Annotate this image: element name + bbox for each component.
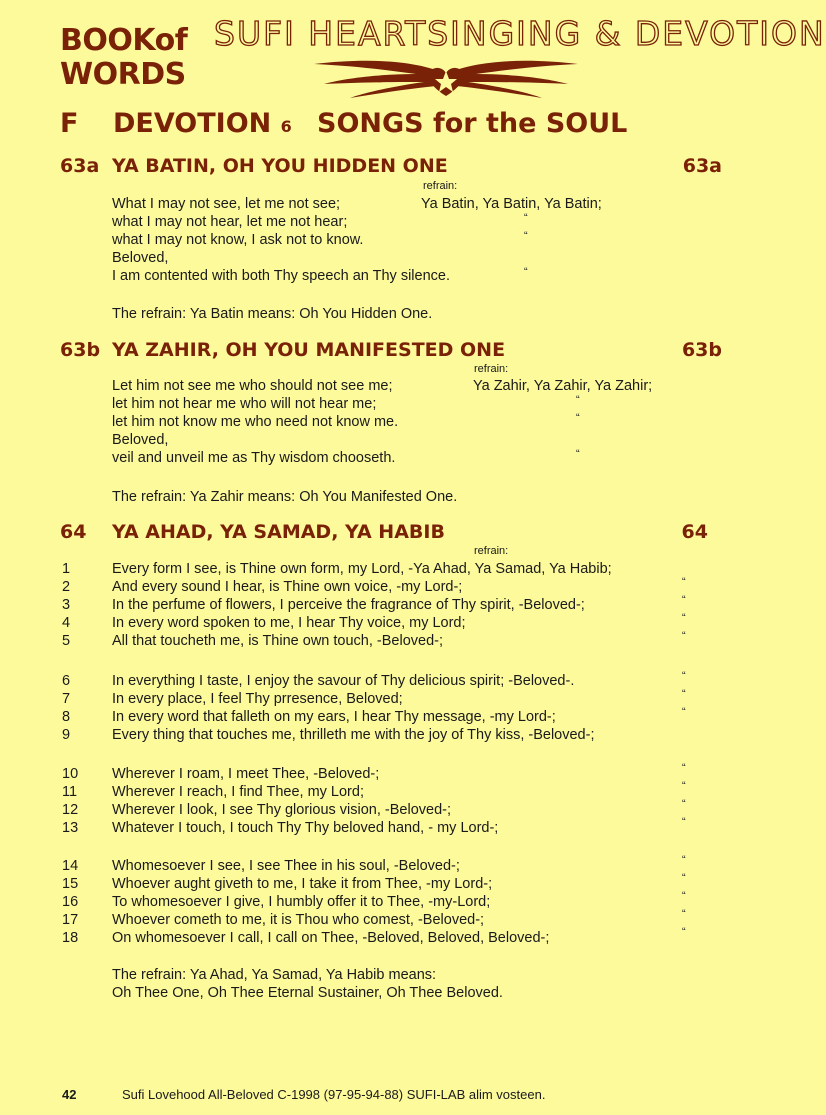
ditto-mark: “ <box>682 890 686 902</box>
section-subtitle: SONGS for the SOUL <box>317 108 628 139</box>
ditto-mark: “ <box>682 908 686 920</box>
song-63b-heading <box>60 339 722 365</box>
ditto-mark: “ <box>682 872 686 884</box>
ditto-mark: “ <box>524 230 528 242</box>
verse-line: In every word that falleth on my ears, I hear Thy message, -my Lord-; <box>112 709 556 725</box>
ditto-mark: “ <box>682 594 686 606</box>
verse-number: 13 <box>62 820 79 836</box>
verse-number: 15 <box>62 876 79 892</box>
verse-number: 2 <box>62 579 71 595</box>
ditto-mark: “ <box>682 706 686 718</box>
verse-number: 8 <box>62 709 71 725</box>
song-number: 63b <box>60 339 101 361</box>
verse-line: Whoever cometh to me, it is Thou who comest, -Beloved-; <box>112 912 485 928</box>
verse-line: Whomesoever I see, I see Thee in his soul, -Beloved-; <box>112 858 460 874</box>
book-title: SUFI HEARTSINGING & DEVOTION <box>214 14 826 53</box>
lyric-line: what I may not hear, let me not hear; <box>112 214 348 230</box>
lyric-line: what I may not know, I ask not to know. <box>112 232 364 248</box>
song-number-right: 63a <box>682 155 722 177</box>
book-label-line1: BOOKof <box>60 23 188 58</box>
ditto-mark: “ <box>682 780 686 792</box>
song-63b-lyrics <box>112 377 398 467</box>
refrain-label: refrain: <box>423 180 458 192</box>
ditto-mark: “ <box>576 448 580 460</box>
refrain-text: Ya Batin, Ya Batin, Ya Batin; <box>421 196 602 212</box>
verse-number: 18 <box>62 930 79 946</box>
song-title: YA BATIN, OH YOU HIDDEN ONE <box>112 155 448 177</box>
verse-line: All that toucheth me, is Thine own touch, -Beloved-; <box>112 633 443 649</box>
lyric-line: Beloved, <box>112 432 169 448</box>
verse-number: 10 <box>62 766 79 782</box>
refrain-label: refrain: <box>474 545 509 557</box>
verse-line: Whatever I touch, I touch Thy Thy beloved hand, - my Lord-; <box>112 820 499 836</box>
verse-number: 11 <box>62 784 78 800</box>
verse-line: In everything I taste, I enjoy the savour of Thy delicious spirit; -Beloved-. <box>112 673 575 689</box>
section-name: DEVOTION <box>113 108 272 139</box>
verse-line: Wherever I roam, I meet Thee, -Beloved-; <box>112 766 380 782</box>
verse-line: Every form I see, is Thine own form, my Lord, -Ya Ahad, Ya Samad, Ya Habib; <box>112 561 612 577</box>
verse-number: 6 <box>62 673 71 689</box>
verse-number: 12 <box>62 802 79 818</box>
ditto-mark: “ <box>524 266 528 278</box>
refrain-note-line: Oh Thee One, Oh Thee Eternal Sustainer, Oh Thee Beloved. <box>112 985 503 1001</box>
lyric-line: I am contented with both Thy speech an Thy silence. <box>112 268 450 284</box>
verse-number: 1 <box>62 561 71 577</box>
refrain-label: refrain: <box>474 363 509 375</box>
song-64-refrain-note <box>112 966 503 1002</box>
verse-number: 5 <box>62 633 71 649</box>
refrain-note: The refrain: Ya Zahir means: Oh You Manifested One. <box>112 489 458 505</box>
ditto-mark: “ <box>682 854 686 866</box>
footer-credit: Sufi Lovehood All-Beloved C-1998 (97-95-94-88) SUFI-LAB alim vosteen. <box>122 1087 546 1102</box>
section-name-group <box>113 108 292 139</box>
ditto-mark: “ <box>576 394 580 406</box>
verse-number: 3 <box>62 597 71 613</box>
verse-line: Every thing that touches me, thrilleth me with the joy of Thy kiss, -Beloved-; <box>112 727 595 743</box>
refrain-note-line: The refrain: Ya Ahad, Ya Samad, Ya Habib means: <box>112 967 437 983</box>
lyric-line: let him not hear me who will not hear me; <box>112 396 377 412</box>
verse-line: Whoever aught giveth to me, I take it from Thee, -my Lord-; <box>112 876 493 892</box>
refrain-text: Ya Zahir, Ya Zahir, Ya Zahir; <box>473 378 653 394</box>
lyric-line: veil and unveil me as Thy wisdom chooseth. <box>112 450 396 466</box>
verse-line: In every place, I feel Thy prresence, Beloved; <box>112 691 403 707</box>
ditto-mark: “ <box>576 412 580 424</box>
ditto-mark: “ <box>682 816 686 828</box>
song-63a-lyrics <box>112 195 450 285</box>
book-label <box>60 24 187 92</box>
verse-line: On whomesoever I call, I call on Thee, -Beloved, Beloved, Beloved-; <box>112 930 550 946</box>
verse-line: Wherever I reach, I find Thee, my Lord; <box>112 784 364 800</box>
ditto-mark: “ <box>682 612 686 624</box>
song-number-right: 63b <box>681 339 722 361</box>
verse-number: 4 <box>62 615 71 631</box>
section-number: 6 <box>280 117 292 136</box>
song-title: YA ZAHIR, OH YOU MANIFESTED ONE <box>112 339 506 361</box>
verse-line: In every word spoken to me, I hear Thy voice, my Lord; <box>112 615 466 631</box>
ditto-mark: “ <box>682 630 686 642</box>
lyric-line: Let him not see me who should not see me; <box>112 378 393 394</box>
ditto-mark: “ <box>524 212 528 224</box>
ditto-mark: “ <box>682 798 686 810</box>
verse-line: In the perfume of flowers, I perceive the fragrance of Thy spirit, -Beloved-; <box>112 597 585 613</box>
winged-heart-icon <box>296 52 596 107</box>
song-number-right: 64 <box>681 521 708 543</box>
section-letter: F <box>60 108 79 139</box>
refrain-note: The refrain: Ya Batin means: Oh You Hidden One. <box>112 306 433 322</box>
ditto-mark: “ <box>682 688 686 700</box>
lyric-line: let him not know me who need not know me. <box>112 414 399 430</box>
song-64-heading <box>60 521 722 547</box>
verse-number: 9 <box>62 727 71 743</box>
lyric-line: What I may not see, let me not see; <box>112 196 341 212</box>
lyric-line: Beloved, <box>112 250 169 266</box>
verse-number: 14 <box>62 858 79 874</box>
verse-number: 16 <box>62 894 79 910</box>
book-label-line2: WORDS <box>60 57 186 92</box>
song-title: YA AHAD, YA SAMAD, YA HABIB <box>112 521 445 543</box>
ditto-mark: “ <box>682 576 686 588</box>
verse-number: 7 <box>62 691 71 707</box>
verse-line: To whomesoever I give, I humbly offer it to Thee, -my-Lord; <box>112 894 491 910</box>
song-number: 64 <box>60 521 87 543</box>
ditto-mark: “ <box>682 926 686 938</box>
song-63a-heading <box>60 155 722 181</box>
ditto-mark: “ <box>682 670 686 682</box>
page-number: 42 <box>62 1087 77 1102</box>
verse-number: 17 <box>62 912 79 928</box>
ditto-mark: “ <box>682 762 686 774</box>
verse-line: And every sound I hear, is Thine own voice, -my Lord-; <box>112 579 463 595</box>
song-number: 63a <box>60 155 100 177</box>
verse-line: Wherever I look, I see Thy glorious vision, -Beloved-; <box>112 802 452 818</box>
